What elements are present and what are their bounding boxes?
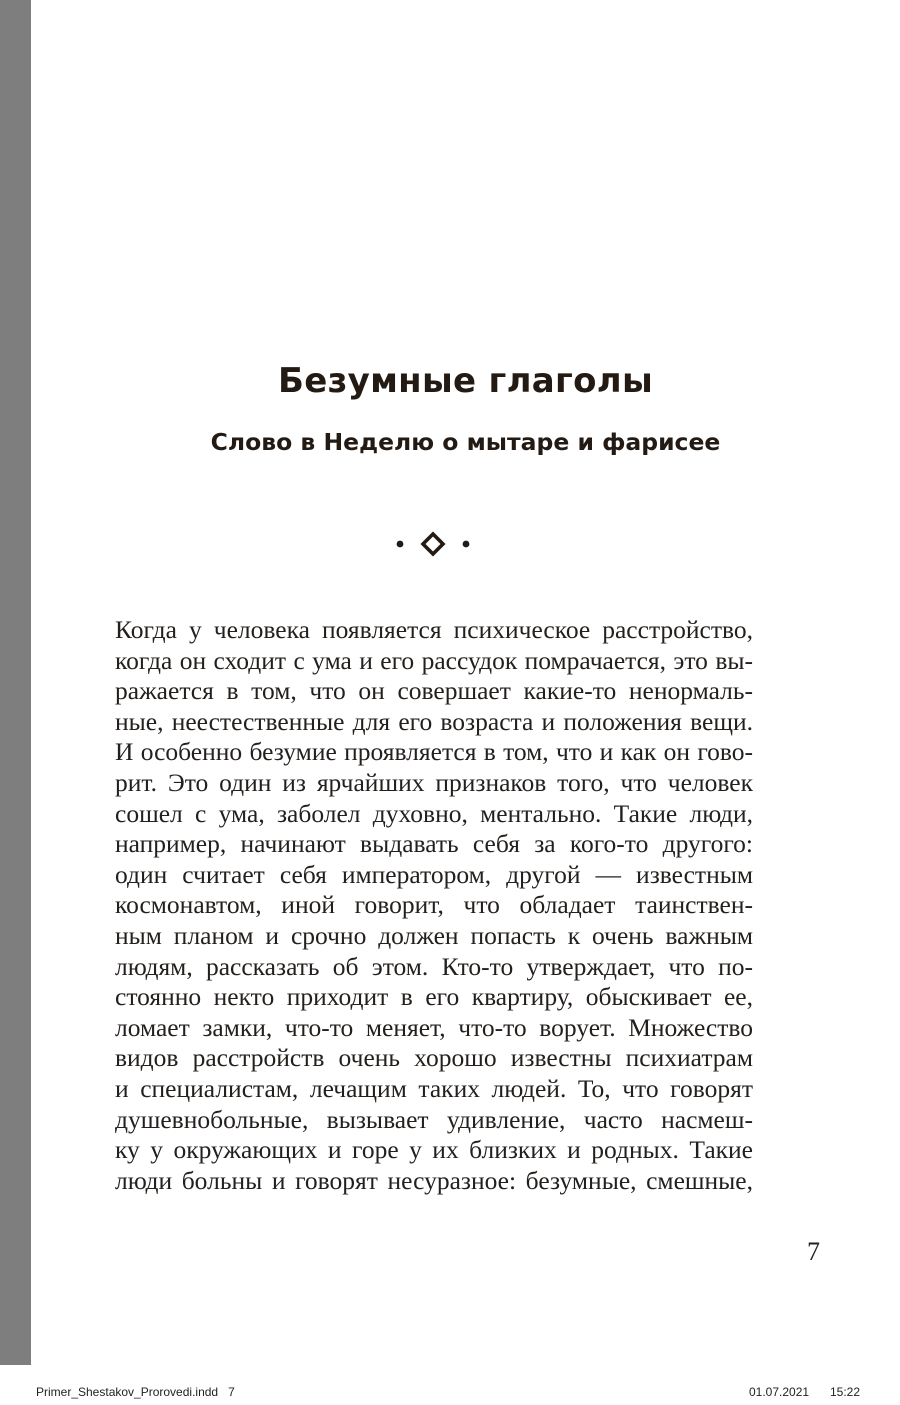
text-line: например, начинают выдавать себя за кого-то другого: (115, 829, 753, 859)
chapter-title: Безумные глаголы (278, 361, 653, 401)
text-line: сошел с ума, заболел духовно, ментально. Такие люди, (115, 798, 753, 828)
text-line: Когда у человека появляется психическое расстройство, (115, 615, 753, 644)
binding-gutter (0, 0, 31, 1365)
text-line: рит. Это один из ярчайших признаков того, что человек (115, 767, 753, 797)
text-line: один считает себя императором, другой — известным (115, 859, 753, 889)
text-line: людям, рассказать об этом. Кто-то утверждает, что по- (115, 951, 753, 981)
chapter-subtitle: Слово в Неделю о мытаре и фарисее (210, 428, 721, 456)
text-line: когда он сходит с ума и его рассудок помрачается, это вы- (115, 645, 753, 675)
slug-filename: Primer_Shestakov_Prorovedi.indd 7 (36, 1385, 235, 1399)
text-line: стоянно некто приходит в его квартиру, обыскивает ее, (115, 982, 753, 1012)
slug-time: 15:22 (830, 1385, 861, 1399)
text-line: ные, неестественные для его возраста и положения вещи. (115, 706, 753, 736)
text-line: душевнобольные, вызывает удивление, часто насмеш- (115, 1104, 753, 1134)
text-line: ражается в том, что он совершает какие-то ненормаль- (115, 676, 753, 706)
page-number: 7 (807, 1237, 820, 1266)
text-line: видов расстройств очень хорошо известны психиатрам (115, 1043, 753, 1073)
body-text (115, 615, 753, 1196)
text-line: ломает замки, что-то меняет, что-то ворует. Множество (115, 1012, 753, 1042)
slug-date: 01.07.2021 (749, 1385, 810, 1399)
text-line: космонавтом, иной говорит, что обладает таинствен- (115, 890, 753, 920)
dot-diamond-dot-ornament-icon (393, 529, 473, 557)
text-line: И особенно безумие проявляется в том, что и как он гово- (115, 737, 753, 767)
text-line: люди больны и говорят несуразное: безумные, смешные, (115, 1165, 753, 1195)
text-line: и специалистам, лечащим таких людей. То, что говорят (115, 1073, 753, 1103)
text-line: ку у окружающих и горе у их близких и родных. Такие (115, 1135, 753, 1165)
text-line: ным планом и срочно должен попасть к очень важным (115, 920, 753, 950)
